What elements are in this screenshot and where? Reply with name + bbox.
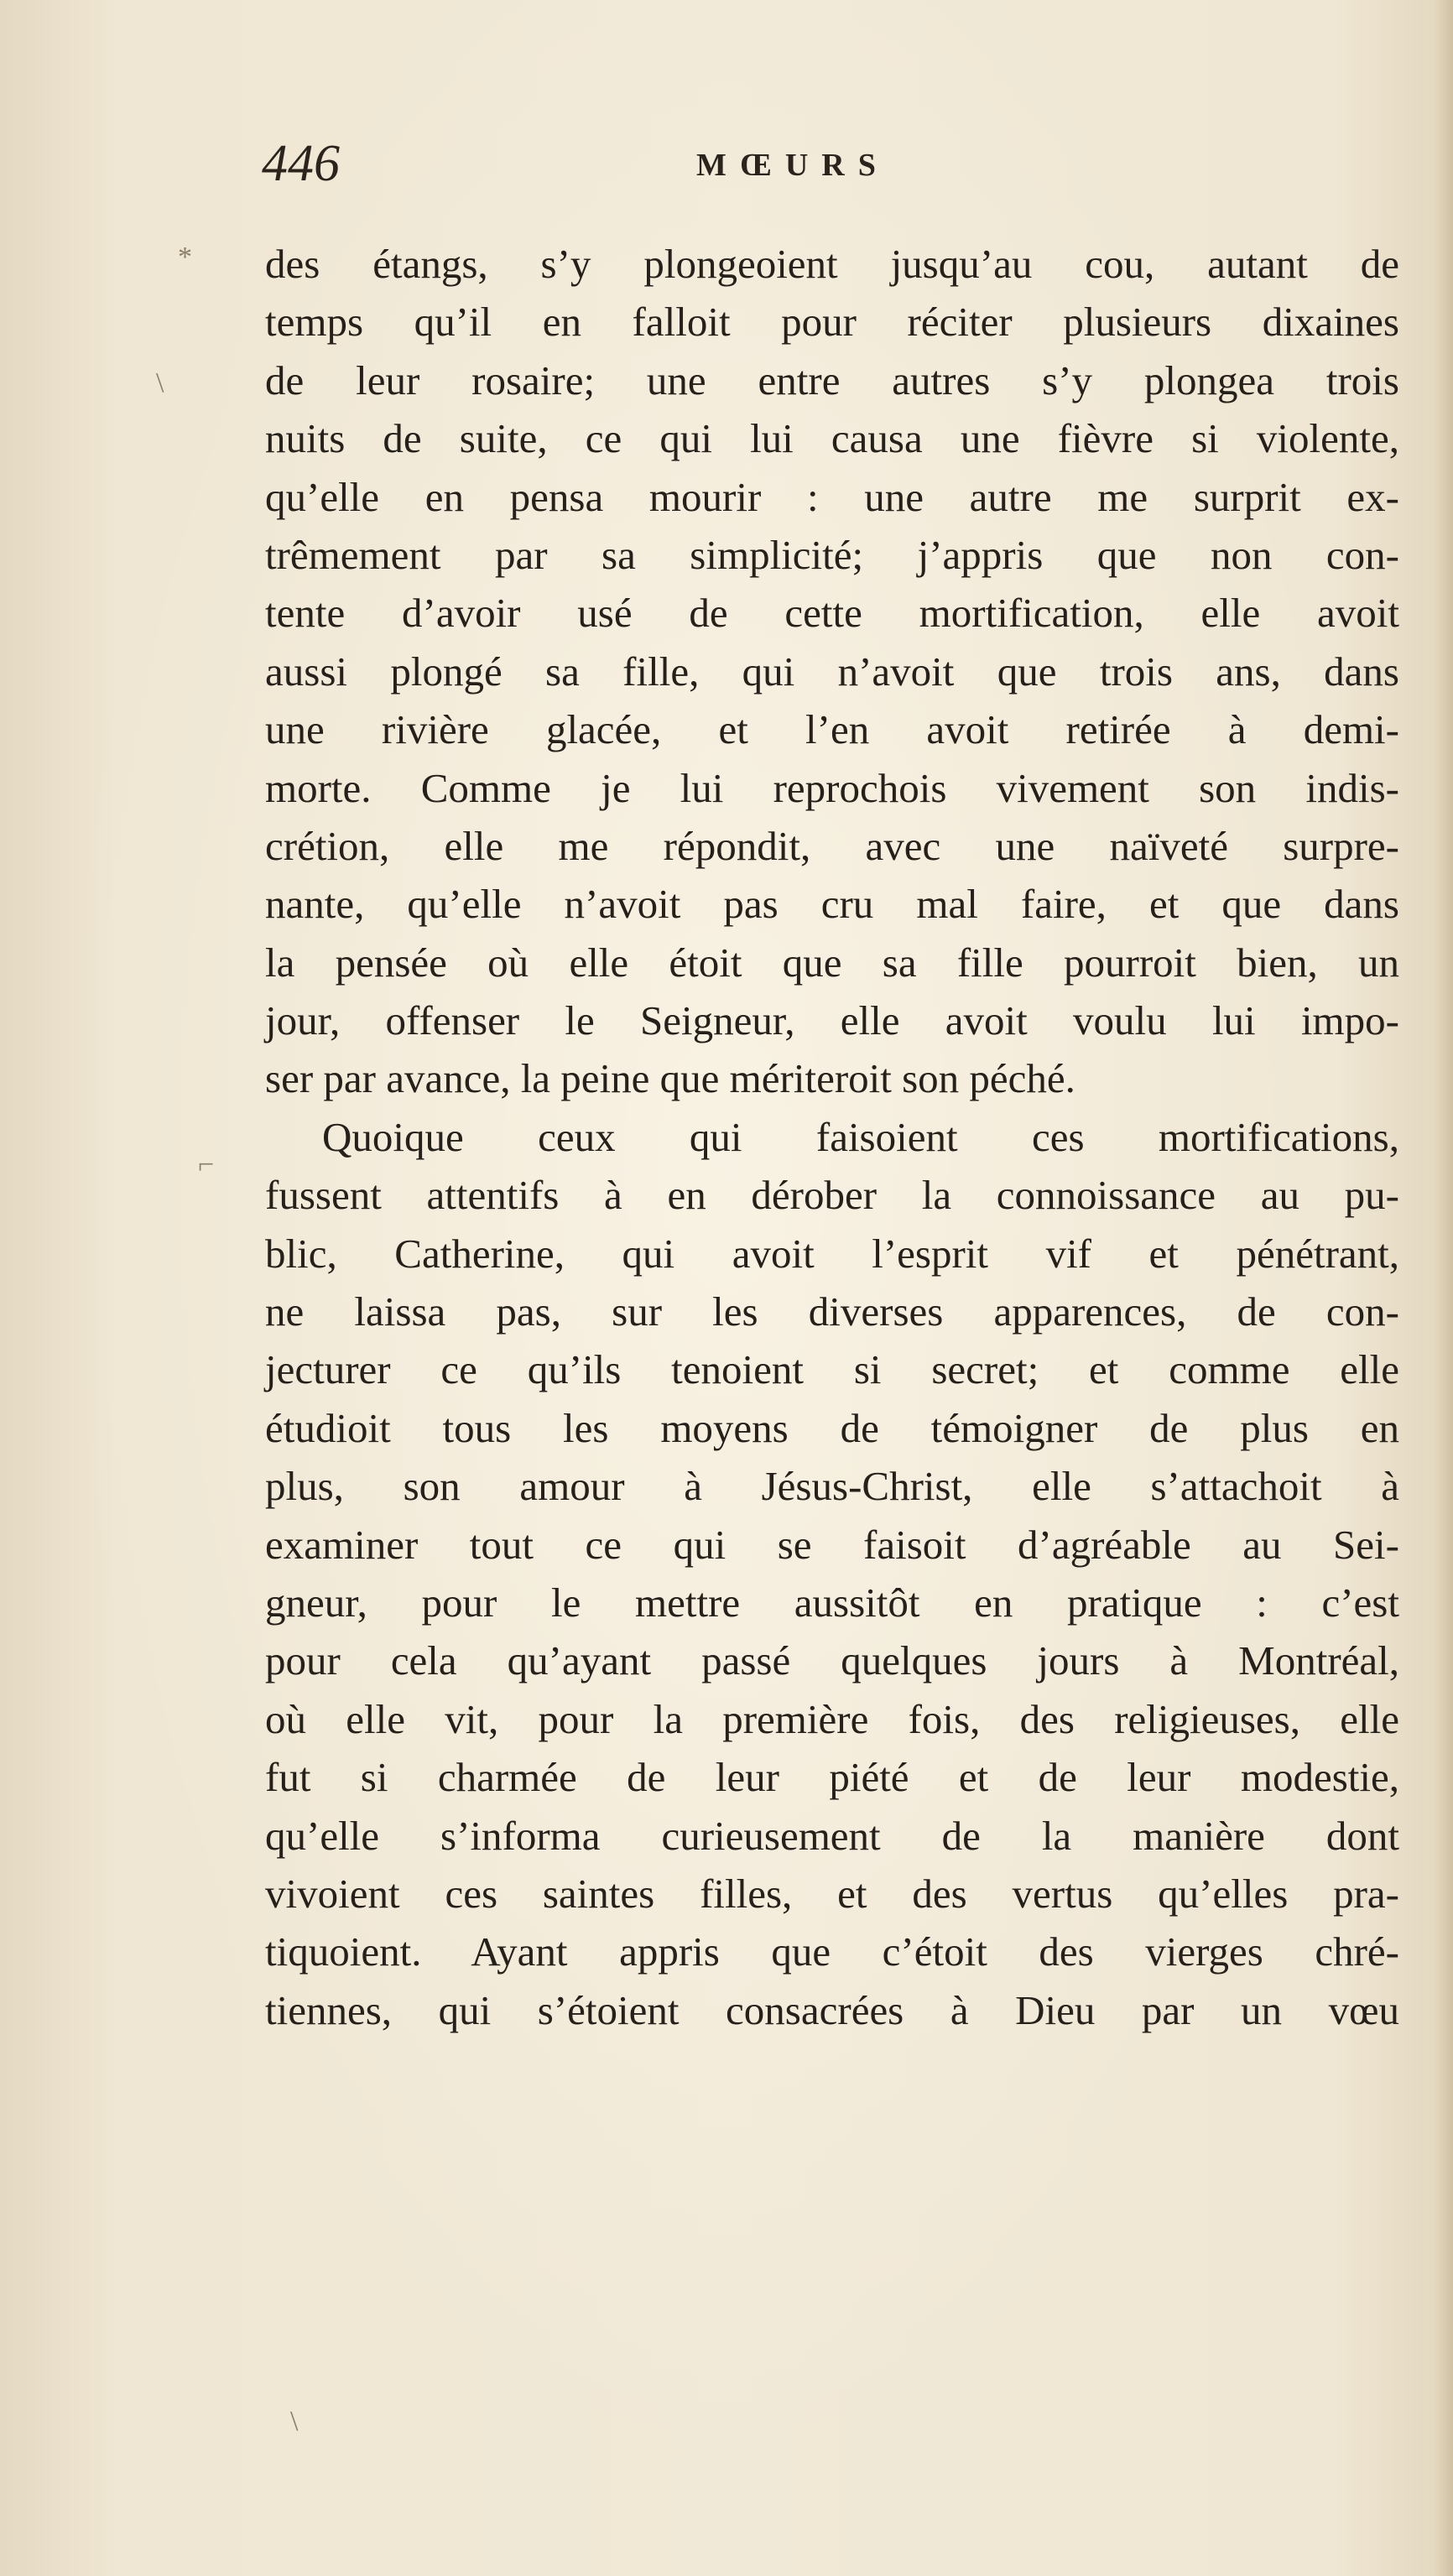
text-line: étudioit tous les moyens de témoigner de plus en	[265, 1404, 1399, 1451]
text-line: nuits de suite, ce qui lui causa une fièvre si violente,	[265, 415, 1399, 462]
paper-speck: ⌐	[198, 1149, 215, 1180]
text-line: qu’elle en pensa mourir : une autre me surprit ex-	[265, 473, 1399, 520]
text-line: Quoique ceux qui faisoient ces mortifications,	[322, 1113, 1399, 1160]
text-line: où elle vit, pour la première fois, des religieuses, elle	[265, 1695, 1399, 1742]
page-number: 446	[262, 135, 340, 192]
text-line: blic, Catherine, qui avoit l’esprit vif et pénétrant,	[265, 1230, 1399, 1277]
text-line: une rivière glacée, et l’en avoit retirée à demi-	[265, 706, 1399, 753]
page-header	[262, 134, 1403, 193]
text-line: jecturer ce qu’ils tenoient si secret; et comme elle	[265, 1346, 1399, 1393]
text-line: trêmement par sa simplicité; j’appris que non con-	[265, 531, 1399, 578]
page-edge-shadow	[1435, 0, 1453, 2576]
text-line: tiennes, qui s’étoient consacrées à Dieu par un vœu	[265, 1986, 1399, 2033]
text-line: aussi plongé sa fille, qui n’avoit que trois ans, dans	[265, 648, 1399, 695]
text-line: nante, qu’elle n’avoit pas cru mal faire, et que dans	[265, 881, 1399, 928]
paper-speck: *	[178, 242, 192, 273]
text-line: tente d’avoir usé de cette mortification, elle avoit	[265, 590, 1399, 637]
text-line: ser par avance, la peine que mériteroit son péché.	[265, 1055, 1075, 1102]
text-line: fut si charmée de leur piété et de leur modestie,	[265, 1754, 1399, 1801]
text-line: ne laissa pas, sur les diverses apparences, de con-	[265, 1288, 1399, 1335]
text-line: fussent attentifs à en dérober la connoissance au pu-	[265, 1172, 1399, 1219]
text-line: jour, offenser le Seigneur, elle avoit voulu lui impo-	[265, 997, 1399, 1044]
text-line: la pensée où elle étoit que sa fille pourroit bien, un	[265, 939, 1399, 986]
text-line: pour cela qu’ayant passé quelques jours à Montréal,	[265, 1637, 1399, 1684]
text-line: de leur rosaire; une entre autres s’y plongea trois	[265, 356, 1399, 403]
text-line: temps qu’il en falloit pour réciter plusieurs dixaines	[265, 299, 1399, 346]
text-line: tiquoient. Ayant appris que c’étoit des vierges chré-	[265, 1928, 1399, 1975]
text-line: des étangs, s’y plongeoient jusqu’au cou, autant de	[265, 241, 1399, 287]
text-line: examiner tout ce qui se faisoit d’agréable au Sei-	[265, 1521, 1399, 1568]
text-line: plus, son amour à Jésus-Christ, elle s’attachoit à	[265, 1463, 1399, 1510]
text-line: gneur, pour le mettre aussitôt en pratique : c’est	[265, 1579, 1399, 1626]
body-text	[265, 235, 1399, 2039]
text-line: vivoient ces saintes filles, et des vertus qu’elles pra-	[265, 1870, 1399, 1917]
paper-speck: \	[156, 367, 164, 398]
text-line: morte. Comme je lui reprochois vivement son indis-	[265, 764, 1399, 811]
text-line: qu’elle s’informa curieusement de la manière dont	[265, 1812, 1399, 1859]
running-head: MŒURS	[696, 148, 889, 183]
text-line: crétion, elle me répondit, avec une naïveté surpre-	[265, 822, 1399, 869]
paper-speck: \	[290, 2406, 299, 2437]
